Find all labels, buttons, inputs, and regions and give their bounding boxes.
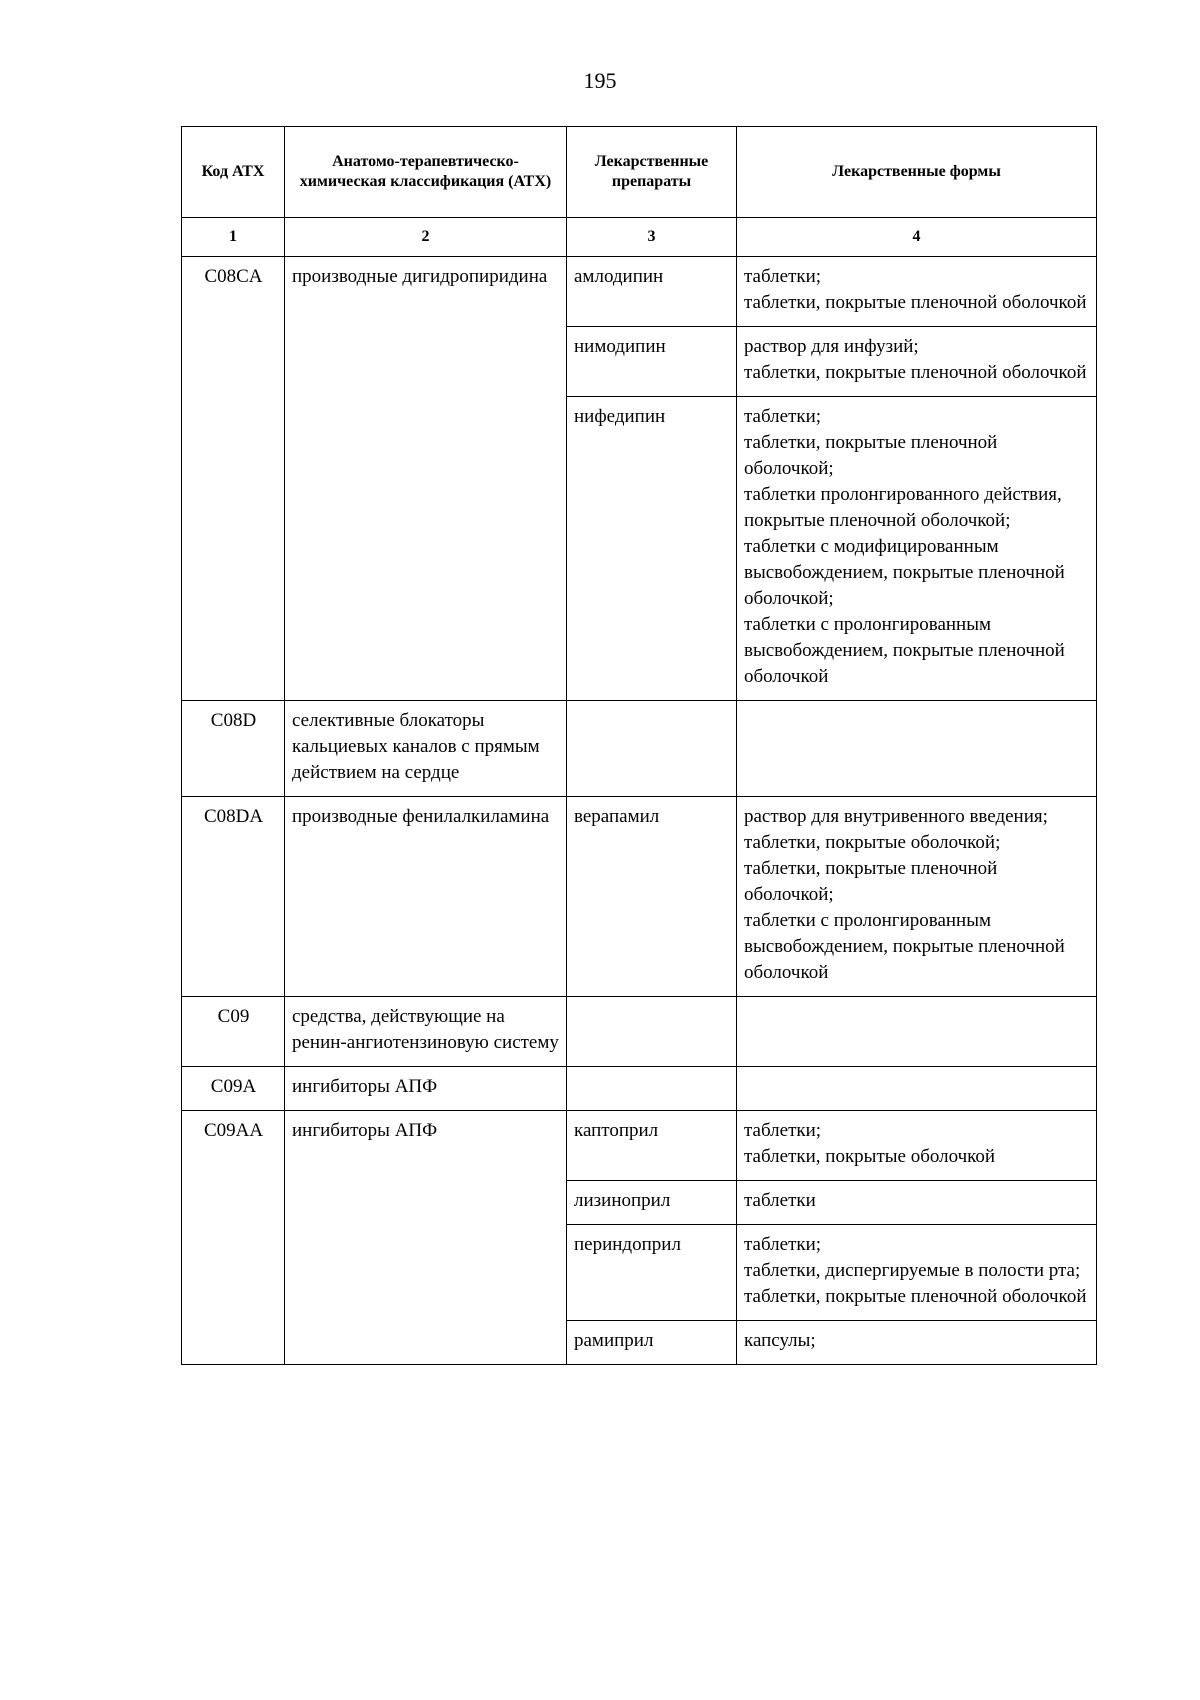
forms-cell	[737, 1181, 1097, 1225]
atc-table	[181, 126, 1097, 1365]
drug-cell: лизиноприл	[567, 1181, 737, 1225]
form-line: таблетки, покрытые пленочной оболочкой	[744, 1286, 1087, 1307]
drug-cell: нимодипин	[567, 327, 737, 397]
column-number: 3	[567, 218, 737, 257]
atc-code-cell: C08DA	[182, 797, 285, 997]
form-line: таблетки пролонгированного действия, покрытые пленочной оболочкой;	[744, 484, 1062, 531]
forms-cell	[737, 1321, 1097, 1365]
form-line: таблетки	[744, 1190, 816, 1211]
table-row	[182, 1111, 1097, 1181]
forms-cell	[737, 327, 1097, 397]
form-line: раствор для инфузий;	[744, 336, 919, 357]
header-drugs: Лекарственные препараты	[567, 127, 737, 218]
table-row	[182, 797, 1097, 997]
form-line: таблетки;	[744, 1120, 822, 1141]
column-number: 4	[737, 218, 1097, 257]
form-line: таблетки, покрытые оболочкой;	[744, 832, 1001, 853]
table-header-row	[182, 127, 1097, 218]
table-row	[182, 701, 1097, 797]
drug-cell: рамиприл	[567, 1321, 737, 1365]
atc-code-cell: C08D	[182, 701, 285, 797]
drug-cell	[567, 1067, 737, 1111]
drug-cell: верапамил	[567, 797, 737, 997]
classification-cell: селективные блокаторы кальциевых каналов с прямым действием на сердце	[285, 701, 567, 797]
atc-code-cell: C08CA	[182, 257, 285, 701]
atc-code-cell: C09	[182, 997, 285, 1067]
form-line: таблетки, покрытые пленочной оболочкой	[744, 292, 1087, 313]
column-number: 1	[182, 218, 285, 257]
forms-cell	[737, 997, 1097, 1067]
atc-code-cell: C09A	[182, 1067, 285, 1111]
form-line: таблетки;	[744, 266, 822, 287]
form-line: таблетки, покрытые пленочной оболочкой	[744, 362, 1087, 383]
form-line: раствор для внутривенного введения;	[744, 806, 1048, 827]
table-row	[182, 997, 1097, 1067]
form-line: таблетки, покрытые пленочной оболочкой;	[744, 432, 998, 479]
drug-cell: периндоприл	[567, 1225, 737, 1321]
forms-cell	[737, 1225, 1097, 1321]
form-line: таблетки с модифицированным высвобождением, покрытые пленочной оболочкой;	[744, 536, 1065, 609]
drug-cell: амлодипин	[567, 257, 737, 327]
header-classification: Анатомо-терапевтическо-химическая классификация (АТХ)	[285, 127, 567, 218]
header-forms: Лекарственные формы	[737, 127, 1097, 218]
classification-cell: производные дигидропиридина	[285, 257, 567, 701]
forms-cell	[737, 701, 1097, 797]
table-row	[182, 257, 1097, 327]
drug-cell	[567, 997, 737, 1067]
forms-cell	[737, 397, 1097, 701]
drug-cell: нифедипин	[567, 397, 737, 701]
page-number: 195	[583, 68, 617, 93]
column-numbering-row	[182, 218, 1097, 257]
column-number: 2	[285, 218, 567, 257]
form-line: таблетки с пролонгированным высвобождением, покрытые пленочной оболочкой	[744, 910, 1065, 983]
forms-cell	[737, 1111, 1097, 1181]
classification-cell: производные фенилалкиламина	[285, 797, 567, 997]
form-line: таблетки с пролонгированным высвобождением, покрытые пленочной оболочкой	[744, 614, 1065, 687]
form-line: таблетки, покрытые пленочной оболочкой;	[744, 858, 998, 905]
drug-cell	[567, 701, 737, 797]
form-line: таблетки;	[744, 1234, 822, 1255]
forms-cell	[737, 257, 1097, 327]
header-code: Код АТХ	[182, 127, 285, 218]
table-row	[182, 1067, 1097, 1111]
classification-cell: ингибиторы АПФ	[285, 1067, 567, 1111]
form-line: капсулы;	[744, 1330, 816, 1351]
form-line: таблетки, диспергируемые в полости рта;	[744, 1260, 1081, 1281]
classification-cell: ингибиторы АПФ	[285, 1111, 567, 1365]
forms-cell	[737, 797, 1097, 997]
atc-code-cell: C09AA	[182, 1111, 285, 1365]
forms-cell	[737, 1067, 1097, 1111]
form-line: таблетки;	[744, 406, 822, 427]
form-line: таблетки, покрытые оболочкой	[744, 1146, 996, 1167]
drug-cell: каптоприл	[567, 1111, 737, 1181]
classification-cell: средства, действующие на ренин-ангиотензиновую систему	[285, 997, 567, 1067]
